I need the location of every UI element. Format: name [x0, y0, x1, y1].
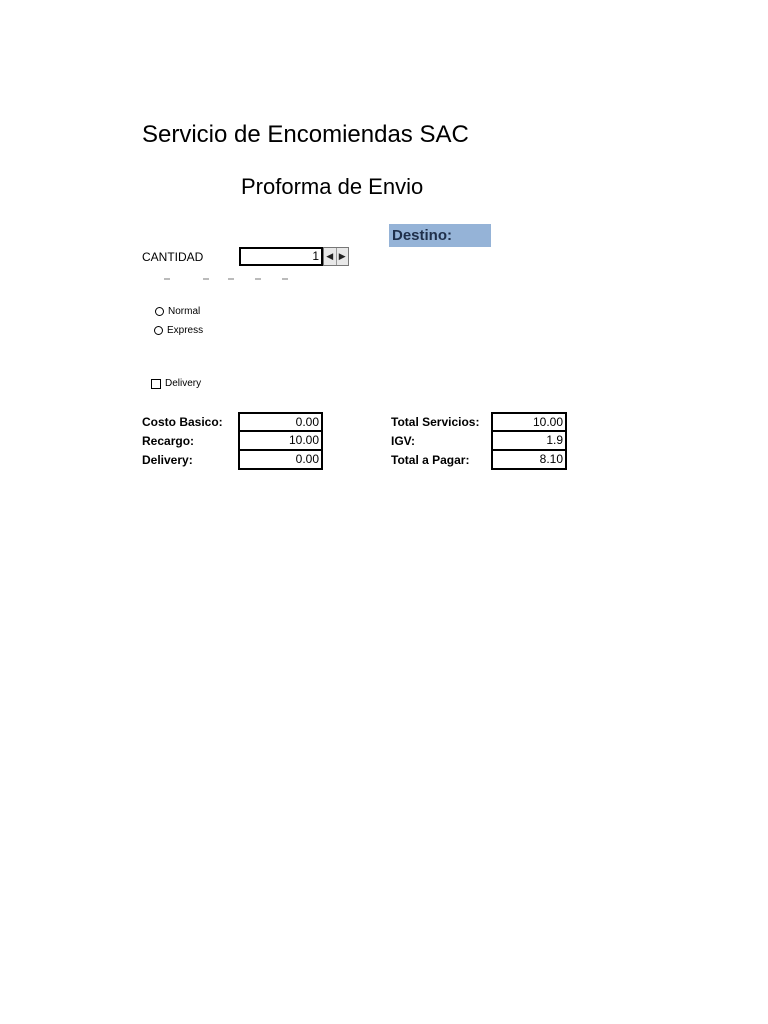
faint-separator-dots [160, 274, 290, 282]
total-a-pagar-value[interactable]: 8.10 [491, 451, 567, 470]
radio-normal[interactable] [155, 306, 200, 317]
igv-value[interactable]: 1.9 [491, 432, 567, 451]
cantidad-spinner[interactable] [323, 247, 349, 266]
delivery-checkbox[interactable] [151, 378, 201, 389]
destino-label[interactable]: Destino: [389, 224, 491, 247]
radio-circle-icon [154, 326, 163, 335]
total-servicios-label: Total Servicios: [391, 415, 480, 429]
radio-circle-icon [155, 307, 164, 316]
total-servicios-value[interactable]: 10.00 [491, 412, 567, 432]
delivery-label: Delivery: [142, 453, 193, 467]
recargo-value[interactable]: 10.00 [238, 432, 323, 451]
radio-express[interactable] [154, 325, 203, 336]
radio-normal-label: Normal [168, 306, 201, 317]
total-a-pagar-label: Total a Pagar: [391, 453, 470, 467]
cantidad-value-cell[interactable]: 1 [239, 247, 323, 266]
spinner-right-arrow-icon[interactable]: ▶ [338, 251, 346, 261]
delivery-checkbox-label: Delivery [165, 378, 202, 389]
cantidad-label: CANTIDAD [142, 250, 204, 264]
checkbox-square-icon [151, 379, 161, 389]
radio-express-label: Express [167, 325, 204, 336]
recargo-label: Recargo: [142, 434, 195, 448]
igv-label: IGV: [391, 434, 416, 448]
page-title: Servicio de Encomiendas SAC [142, 121, 469, 148]
page-subtitle: Proforma de Envio [241, 174, 424, 199]
costo-basico-value[interactable]: 0.00 [238, 412, 323, 432]
costo-basico-label: Costo Basico: [142, 415, 223, 429]
delivery-value[interactable]: 0.00 [238, 451, 323, 470]
spinner-left-arrow-icon[interactable]: ◀ [324, 248, 337, 265]
